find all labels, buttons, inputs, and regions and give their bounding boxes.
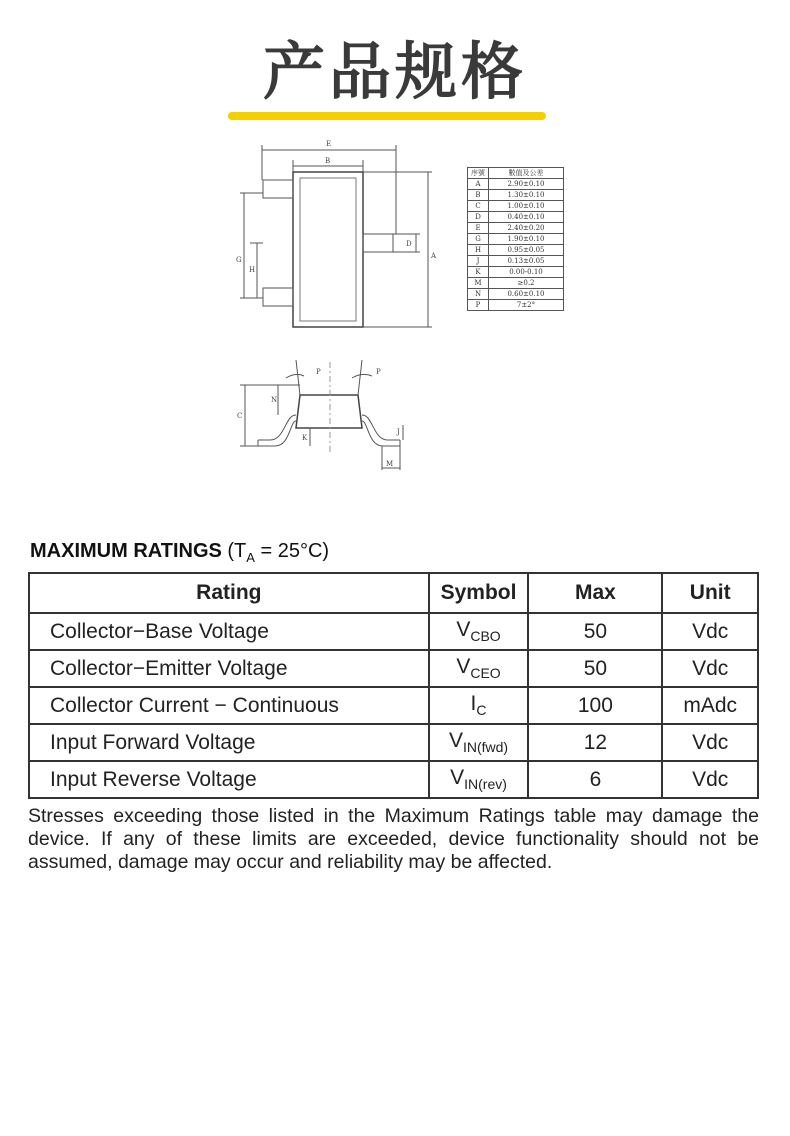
table-row	[29, 724, 758, 761]
dim-row	[468, 300, 564, 311]
dim-value: 2.40±0.20	[489, 223, 564, 234]
rating-unit: Vdc	[662, 613, 758, 650]
table-row	[29, 687, 758, 724]
dim-row	[468, 223, 564, 234]
label-A: A	[431, 252, 437, 260]
rating-unit: Vdc	[662, 724, 758, 761]
symbol-sub: C	[476, 702, 487, 719]
col-header-max: Max	[528, 573, 662, 613]
ratings-heading	[30, 540, 329, 565]
label-H: H	[249, 266, 256, 274]
label-C: C	[237, 412, 243, 420]
dim-key: N	[468, 289, 489, 300]
page-title: 产品规格	[262, 35, 527, 108]
symbol-main: V	[456, 618, 471, 642]
ratings-heading-cond-sub: A	[246, 550, 255, 565]
label-B: B	[325, 157, 331, 165]
dim-header-index: 序號	[468, 168, 489, 179]
dim-key: A	[468, 179, 489, 190]
symbol-sub: IN(rev)	[464, 776, 507, 793]
dim-value: 7±2°	[489, 300, 564, 311]
dim-key: G	[468, 234, 489, 245]
label-P-left: P	[316, 368, 321, 376]
label-D: D	[406, 240, 412, 248]
dim-key: P	[468, 300, 489, 311]
dim-value: 0.60±0.10	[489, 289, 564, 300]
dim-row	[468, 289, 564, 300]
rating-max: 12	[528, 724, 662, 761]
symbol-main: V	[456, 655, 471, 679]
label-P-right: P	[376, 368, 381, 376]
dim-row	[468, 201, 564, 212]
dim-key: H	[468, 245, 489, 256]
ratings-header-row	[29, 573, 758, 613]
ratings-heading-title: MAXIMUM RATINGS	[30, 540, 222, 562]
rating-symbol	[429, 650, 529, 687]
rating-max: 6	[528, 761, 662, 798]
table-row	[29, 761, 758, 798]
rating-max: 50	[528, 613, 662, 650]
dim-header-value: 數值及公差	[489, 168, 564, 179]
dim-value: 0.13±0.05	[489, 256, 564, 267]
rating-symbol	[429, 761, 529, 798]
dim-key: C	[468, 201, 489, 212]
dimension-table	[467, 167, 564, 311]
label-M: M	[386, 460, 394, 468]
dim-value: 1.00±0.10	[489, 201, 564, 212]
rating-unit: Vdc	[662, 650, 758, 687]
rating-name: Collector Current − Continuous	[29, 687, 429, 724]
rating-symbol	[429, 724, 529, 761]
rating-symbol	[429, 687, 529, 724]
rating-symbol	[429, 613, 529, 650]
label-E: E	[326, 140, 332, 148]
rating-unit: Vdc	[662, 761, 758, 798]
dim-value: 1.90±0.10	[489, 234, 564, 245]
rating-max: 50	[528, 650, 662, 687]
ratings-heading-cond-prefix: (T	[221, 540, 247, 562]
ratings-note: Stresses exceeding those listed in the Maximum Ratings table may damage the device. If any of these limits are exceeded, device functionality should not be assumed, damage may occur and reliability may be affected.	[28, 805, 759, 873]
dim-key: D	[468, 212, 489, 223]
rating-unit: mAdc	[662, 687, 758, 724]
dim-row	[468, 179, 564, 190]
dim-row	[468, 267, 564, 278]
label-J: J	[397, 428, 400, 436]
dim-row	[468, 212, 564, 223]
symbol-sub: CBO	[470, 628, 501, 645]
symbol-main: V	[448, 729, 463, 753]
label-G: G	[236, 256, 242, 264]
rating-name: Input Forward Voltage	[29, 724, 429, 761]
label-K: K	[302, 434, 308, 442]
dim-value: 0.40±0.10	[489, 212, 564, 223]
table-row	[29, 613, 758, 650]
dim-key: J	[468, 256, 489, 267]
symbol-sub: IN(fwd)	[462, 739, 509, 756]
title-underline	[228, 112, 546, 120]
package-outline-drawing	[0, 130, 790, 480]
dim-key: B	[468, 190, 489, 201]
rating-name: Input Reverse Voltage	[29, 761, 429, 798]
maximum-ratings-table	[28, 572, 759, 799]
col-header-unit: Unit	[662, 573, 758, 613]
dim-row	[468, 278, 564, 289]
ratings-heading-cond-suffix: = 25°C)	[254, 540, 330, 562]
dim-row	[468, 234, 564, 245]
dim-key: E	[468, 223, 489, 234]
col-header-rating: Rating	[29, 573, 429, 613]
dim-key: K	[468, 267, 489, 278]
table-row	[29, 650, 758, 687]
dim-value: 0.95±0.05	[489, 245, 564, 256]
dim-value: 1.30±0.10	[489, 190, 564, 201]
symbol-main: V	[450, 766, 465, 790]
rating-name: Collector−Emitter Voltage	[29, 650, 429, 687]
rating-max: 100	[528, 687, 662, 724]
dim-value: 0.00-0.10	[489, 267, 564, 278]
dim-key: M	[468, 278, 489, 289]
symbol-main: I	[470, 692, 477, 716]
dim-value: ≥0.2	[489, 278, 564, 289]
label-N: N	[271, 396, 278, 404]
col-header-symbol: Symbol	[429, 573, 529, 613]
symbol-sub: CEO	[470, 665, 501, 682]
dim-row	[468, 245, 564, 256]
dim-row	[468, 256, 564, 267]
rating-name: Collector−Base Voltage	[29, 613, 429, 650]
dim-row	[468, 190, 564, 201]
dim-value: 2.90±0.10	[489, 179, 564, 190]
